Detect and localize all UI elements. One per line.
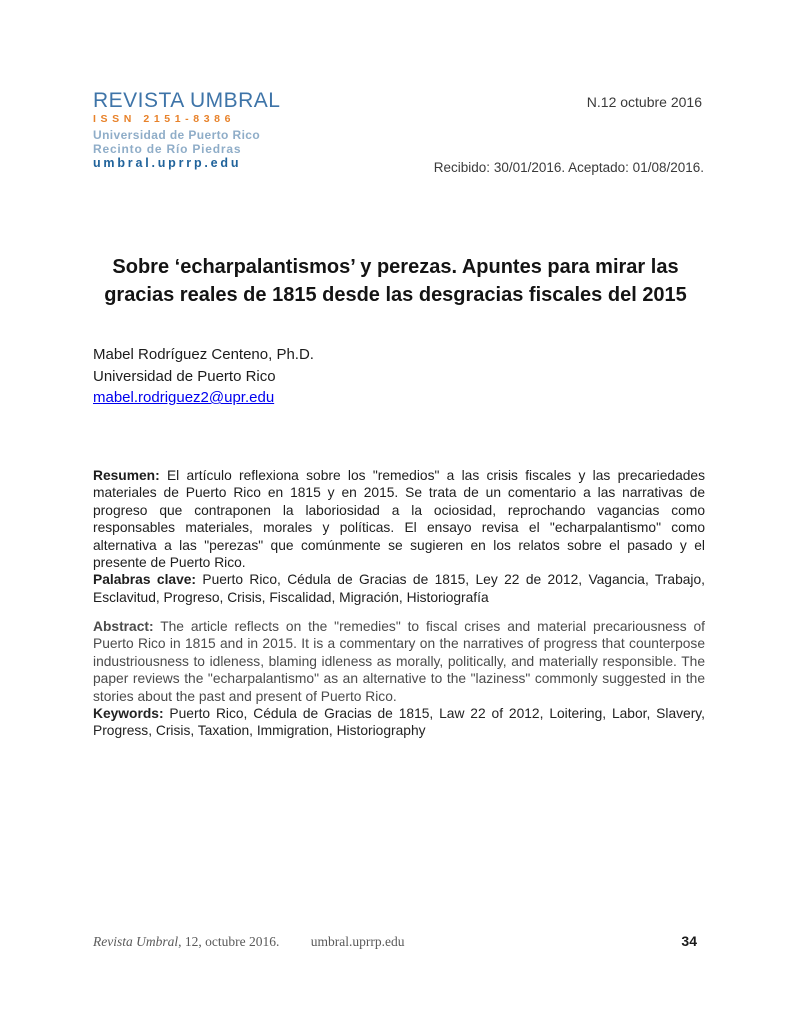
footer-url: umbral.uprrp.edu <box>310 934 405 949</box>
issue-date: N.12 octubre 2016 <box>586 94 702 110</box>
author-affiliation: Universidad de Puerto Rico <box>93 367 276 385</box>
abstract-section <box>93 618 705 740</box>
journal-issn: ISSN 2151-8386 <box>93 113 236 125</box>
footer-journal-name: Revista Umbral <box>93 934 179 949</box>
received-accepted-dates: Recibido: 30/01/2016. Aceptado: 01/08/2016. <box>433 160 704 175</box>
journal-logo-title: REVISTA UMBRAL <box>93 89 281 112</box>
author-email-link[interactable]: mabel.rodriguez2@upr.edu <box>93 389 275 406</box>
journal-url: umbral.uprrp.edu <box>93 156 242 170</box>
author-block <box>93 344 314 409</box>
keywords-text: Puerto Rico, Cédula de Gracias de 1815, Law 22 of 2012, Loitering, Labor, Slavery, Progress, Crisis, Taxation, Immigration, Historiography <box>93 706 705 739</box>
footer-citation-rest: , 12, octubre 2016. <box>178 934 280 949</box>
author-name: Mabel Rodríguez Centeno, Ph.D. <box>93 346 314 363</box>
journal-campus: Recinto de Río Piedras <box>93 142 242 156</box>
page-number: 34 <box>681 933 697 949</box>
abstract-paragraph <box>93 618 705 705</box>
resumen-section <box>93 467 705 606</box>
palabras-clave-paragraph <box>93 571 705 606</box>
resumen-label: Resumen: <box>93 468 160 483</box>
keywords-paragraph <box>93 705 705 740</box>
resumen-paragraph <box>93 467 705 571</box>
resumen-text: El artículo reflexiona sobre los "remedios" a las crisis fiscales y las precariedades materiales de Puerto Rico en 1815 y en 2015. Se trata de un comentario a las narrativas de progreso que contraponen la laboriosidad a la ociosidad, reprochando vagancias como responsables materiales, morales y políticas. El ensayo revisa el "echarpalantismo" como alternativa a las "perezas" que comúnmente se sugieren en los relatos sobre el pasado y el presente de Puerto Rico. <box>93 468 705 571</box>
journal-university: Universidad de Puerto Rico <box>93 128 261 142</box>
page-footer <box>93 933 697 950</box>
abstract-label: Abstract: <box>93 619 154 634</box>
palabras-clave-text: Puerto Rico, Cédula de Gracias de 1815, Ley 22 de 2012, Vagancia, Trabajo, Esclavitud, Progreso, Crisis, Fiscalidad, Migración, Historiografía <box>93 572 705 605</box>
article-title: Sobre ‘echarpalantismos’ y perezas. Apuntes para mirar las gracias reales de 1815 desde las desgracias fiscales del 2015 <box>104 256 687 307</box>
abstract-text: The article reflects on the "remedies" to fiscal crises and material precariousness of Puerto Rico in 1815 and in 2015. It is a commentary on the narratives of progress that counterpose industriousness to idleness, blaming idleness as morally, politically, and materially responsible. The paper reviews the "echarpalantismo" as an alternative to the "laziness" commonly suggested in the stories about the past and present of Puerto Rico. <box>93 619 705 704</box>
footer-citation <box>93 934 404 950</box>
palabras-clave-label: Palabras clave: <box>93 572 197 588</box>
keywords-label: Keywords: <box>93 706 164 722</box>
